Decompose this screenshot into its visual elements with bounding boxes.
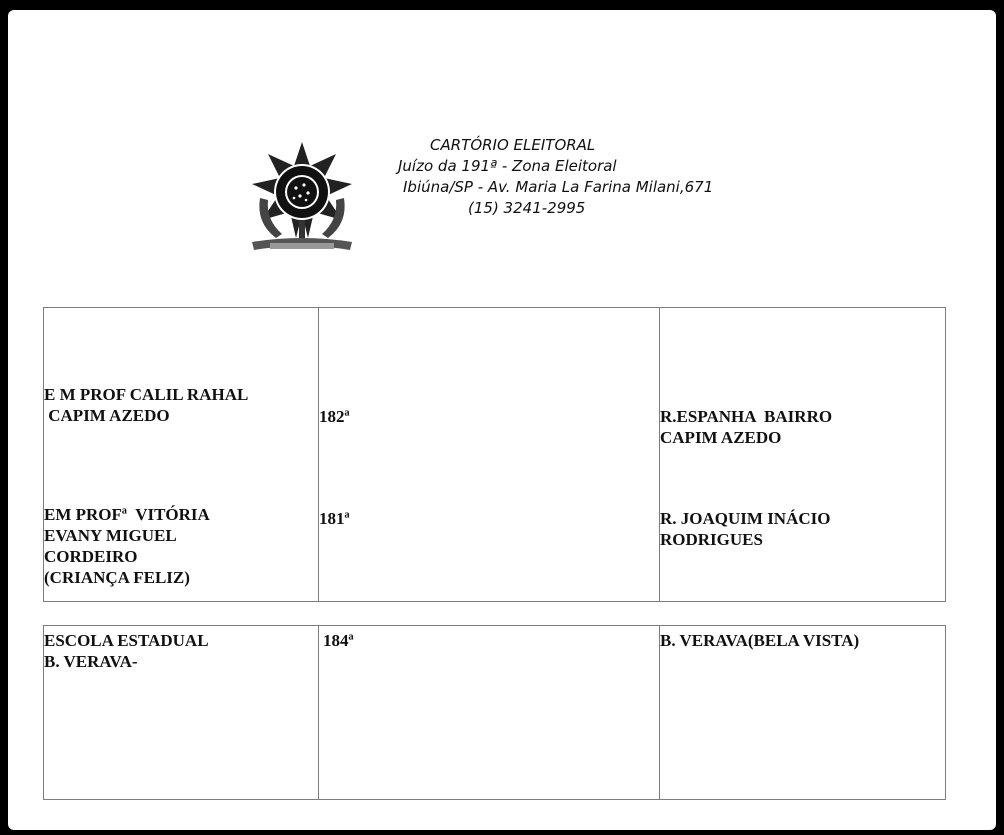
section-number: 184ª bbox=[323, 631, 354, 650]
address-text: B. VERAVA(BELA VISTA) bbox=[660, 631, 860, 650]
section-number: 181ª bbox=[319, 509, 350, 528]
letterhead bbox=[8, 10, 996, 270]
polling-places-table-1 bbox=[43, 307, 946, 602]
brazil-coat-of-arms-icon bbox=[246, 138, 358, 256]
section-cell bbox=[319, 308, 660, 602]
office-phone: (15) 3241-2995 bbox=[468, 199, 586, 217]
school-name: ESCOLA ESTADUAL B. VERAVA- bbox=[44, 631, 209, 671]
court-zone: Juízo da 191ª - Zona Eleitoral bbox=[398, 157, 617, 175]
section-number: 182ª bbox=[319, 407, 350, 426]
school-name: E M PROF CALIL RAHAL CAPIM AZEDO bbox=[44, 385, 249, 425]
letterhead-text bbox=[388, 135, 713, 219]
school-name: EM PROFª VITÓRIA EVANY MIGUEL CORDEIRO (CRIANÇA FELIZ) bbox=[44, 505, 210, 587]
address-text: R.ESPANHA BAIRRO CAPIM AZEDO bbox=[660, 407, 833, 447]
polling-places-table-2 bbox=[43, 625, 946, 800]
address-cell bbox=[660, 626, 946, 800]
address-cell bbox=[660, 308, 946, 602]
address-text: R. JOAQUIM INÁCIO RODRIGUES bbox=[660, 509, 831, 549]
document-page bbox=[8, 10, 996, 830]
section-cell bbox=[319, 626, 660, 800]
office-title: CARTÓRIO ELEITORAL bbox=[430, 136, 596, 154]
office-address: Ibiúna/SP - Av. Maria La Farina Milani,671 bbox=[403, 178, 714, 196]
school-cell bbox=[44, 308, 319, 602]
school-cell bbox=[44, 626, 319, 800]
